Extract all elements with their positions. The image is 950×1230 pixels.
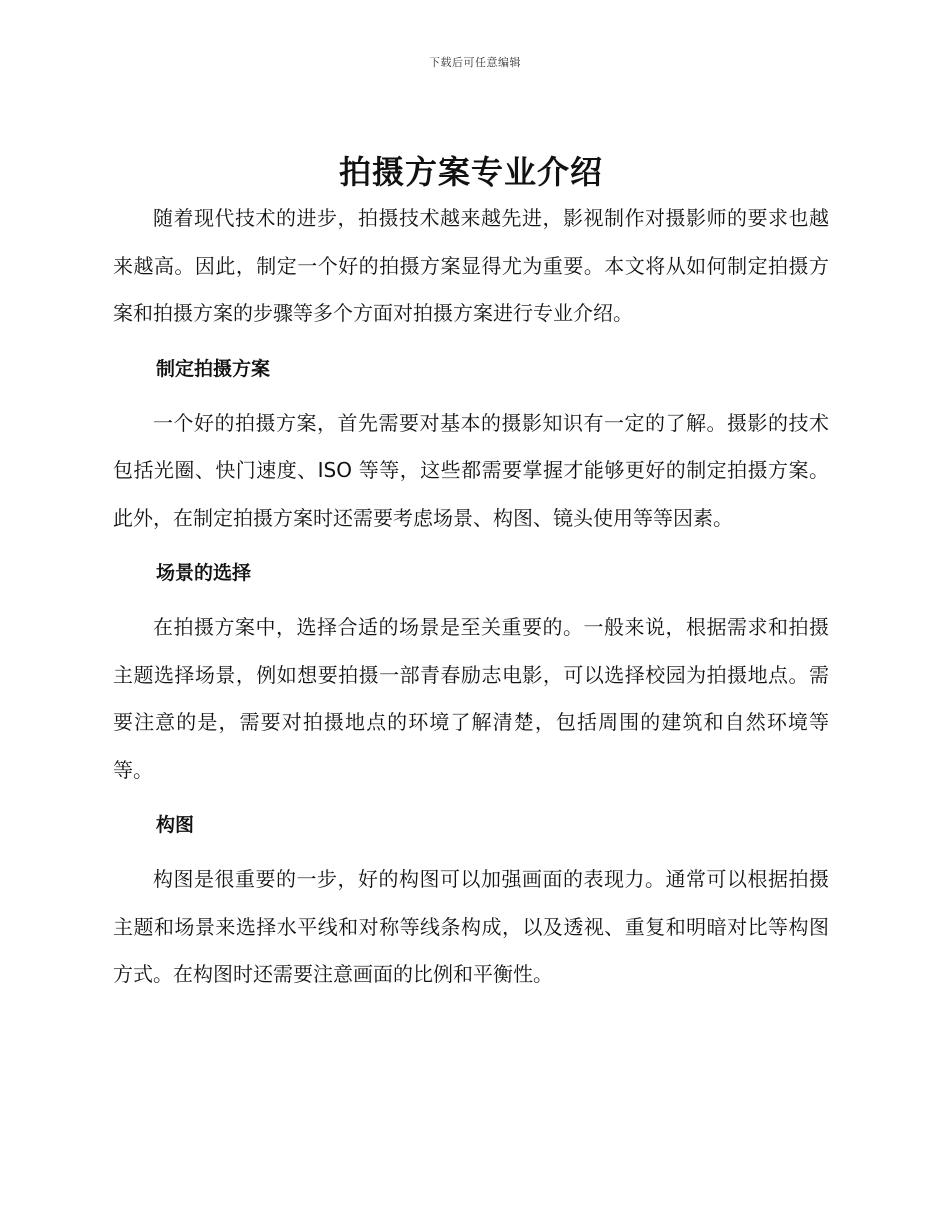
header-note: 下载后可任意编辑: [429, 56, 521, 69]
section-heading-scene: 场景的选择: [156, 562, 252, 584]
section-heading-planning: 制定拍摄方案: [156, 357, 271, 380]
section-body-composition: 构图是很重要的一步，好的构图可以加强画面的表现力。通常可以根据拍摄主题和场景来选择水平线和对称等线条构成，以及透视、重复和明暗对比等构图方式。在构图时还需要注意画面的比例和平衡性。: [113, 867, 829, 986]
section-body-planning: 一个好的拍摄方案，首先需要对基本的摄影知识有一定的了解。摄影的技术包括光圈、快门速度、ISO 等等，这些都需要掌握才能够更好的制定拍摄方案。此外，在制定拍摄方案时还需要考虑场景、构图、镜头使用等等因素。: [113, 410, 829, 530]
document-title: 拍摄方案专业介绍: [338, 153, 603, 191]
intro-paragraph: 随着现代技术的进步，拍摄技术越来越先进，影视制作对摄影师的要求也越来越高。因此，制定一个好的拍摄方案显得尤为重要。本文将从如何制定拍摄方案和拍摄方案的步骤等多个方面对拍摄方案进行专业介绍。: [113, 206, 829, 325]
document-content: [113, 148, 829, 999]
section-heading-composition: 构图: [156, 814, 195, 836]
section-body-scene: 在拍摄方案中，选择合适的场景是至关重要的。一般来说，根据需求和拍摄主题选择场景，例如想要拍摄一部青春励志电影，可以选择校园为拍摄地点。需要注意的是，需要对拍摄地点的环境了解清楚，包括周围的建筑和自然环境等等。: [113, 615, 829, 782]
